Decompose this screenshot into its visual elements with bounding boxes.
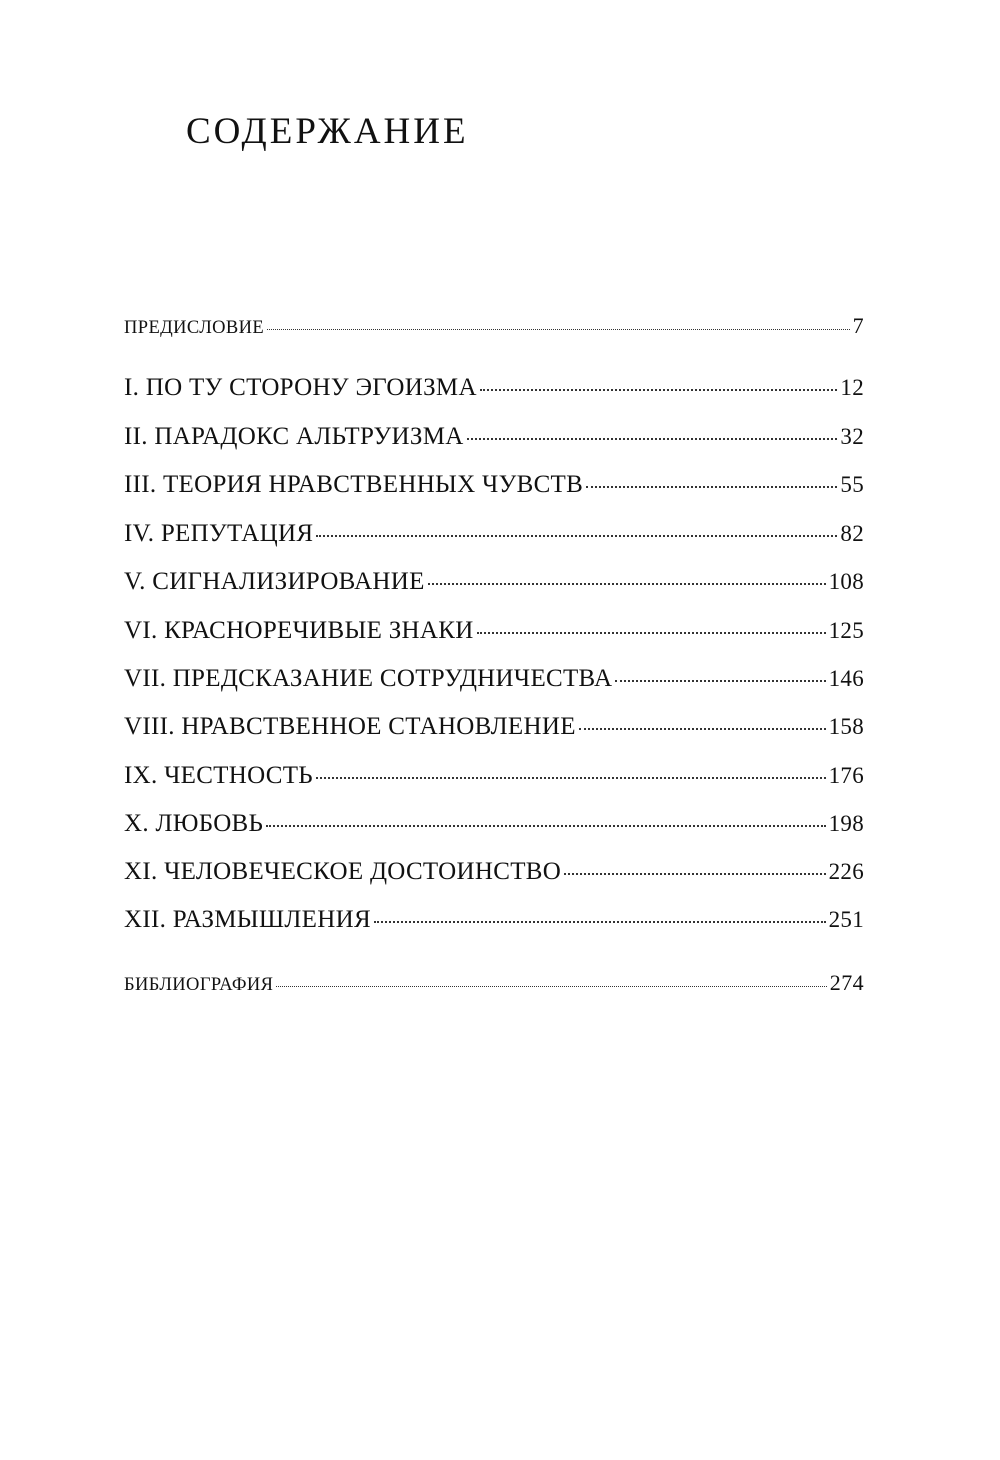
toc-entry-page: 274 [829, 970, 864, 995]
toc-entry-chapter-6[interactable] [124, 617, 864, 645]
toc-entry-page: 55 [840, 472, 864, 497]
dot-leader [266, 825, 825, 827]
toc-entry-page: 7 [852, 313, 864, 338]
toc-entry-label: V. СИГНАЛИЗИРОВАНИЕ [124, 568, 425, 595]
toc-entry-chapter-3[interactable] [124, 471, 864, 499]
toc-entry-chapter-11[interactable] [124, 858, 864, 886]
toc-entry-label: I. ПО ТУ СТОРОНУ ЭГОИЗМА [124, 374, 477, 401]
toc-entry-label: X. ЛЮБОВЬ [124, 810, 264, 837]
toc-entry-chapter-10[interactable] [124, 810, 864, 838]
dot-leader [615, 680, 825, 682]
dot-leader [276, 986, 826, 987]
toc-entry-chapter-2[interactable] [124, 423, 864, 451]
toc-entry-page: 82 [840, 521, 864, 546]
toc-entry-page: 251 [828, 907, 864, 932]
toc-entry-chapter-5[interactable] [124, 568, 864, 596]
toc-entry-label: БИБЛИОГРАФИЯ [124, 975, 274, 995]
toc-entry-chapter-7[interactable] [124, 665, 864, 693]
toc-entry-page: 198 [828, 811, 864, 836]
toc-entry-page: 12 [840, 375, 864, 400]
toc-entry-chapter-9[interactable] [124, 762, 864, 790]
dot-leader [316, 777, 826, 779]
dot-leader [477, 632, 826, 634]
toc-entry-label: VI. КРАСНОРЕЧИВЫЕ ЗНАКИ [124, 617, 474, 644]
dot-leader [579, 728, 826, 730]
dot-leader [564, 873, 825, 875]
dot-leader [428, 583, 826, 585]
toc-entry-label: IV. РЕПУТАЦИЯ [124, 520, 314, 547]
dot-leader [586, 486, 837, 488]
toc-entry-page: 108 [828, 569, 864, 594]
toc-entry-page: 158 [828, 714, 864, 739]
toc-entry-label: IX. ЧЕСТНОСТЬ [124, 762, 313, 789]
toc-entry-page: 146 [828, 666, 864, 691]
toc-entry-chapter-1[interactable] [124, 374, 864, 402]
toc-entry-label: III. ТЕОРИЯ НРАВСТВЕННЫХ ЧУВСТВ [124, 471, 584, 498]
dot-leader [467, 438, 838, 440]
toc-entry-label: II. ПАРАДОКС АЛЬТРУИЗМА [124, 423, 464, 450]
toc-entry-preface[interactable] [124, 313, 864, 339]
toc-entry-label: XII. РАЗМЫШЛЕНИЯ [124, 906, 371, 933]
toc-entry-bibliography[interactable] [124, 970, 864, 996]
toc-entry-label: XI. ЧЕЛОВЕЧЕСКОЕ ДОСТОИНСТВО [124, 858, 562, 885]
toc-entry-page: 176 [828, 763, 864, 788]
toc-entry-chapter-12[interactable] [124, 906, 864, 934]
dot-leader [480, 389, 838, 391]
dot-leader [316, 535, 837, 537]
dot-leader [267, 329, 849, 330]
toc-entry-chapter-4[interactable] [124, 520, 864, 548]
toc-entry-page: 125 [828, 618, 864, 643]
dot-leader [374, 921, 826, 923]
toc-entry-chapter-8[interactable] [124, 713, 864, 741]
page-title: СОДЕРЖАНИЕ [186, 111, 469, 152]
toc-entry-page: 226 [828, 859, 864, 884]
toc-entry-label: VIII. НРАВСТВЕННОЕ СТАНОВЛЕНИЕ [124, 713, 576, 740]
toc-entry-page: 32 [840, 424, 864, 449]
toc-entry-label: ПРЕДИСЛОВИЕ [124, 318, 265, 338]
toc-entry-label: VII. ПРЕДСКАЗАНИЕ СОТРУДНИЧЕСТВА [124, 665, 613, 692]
